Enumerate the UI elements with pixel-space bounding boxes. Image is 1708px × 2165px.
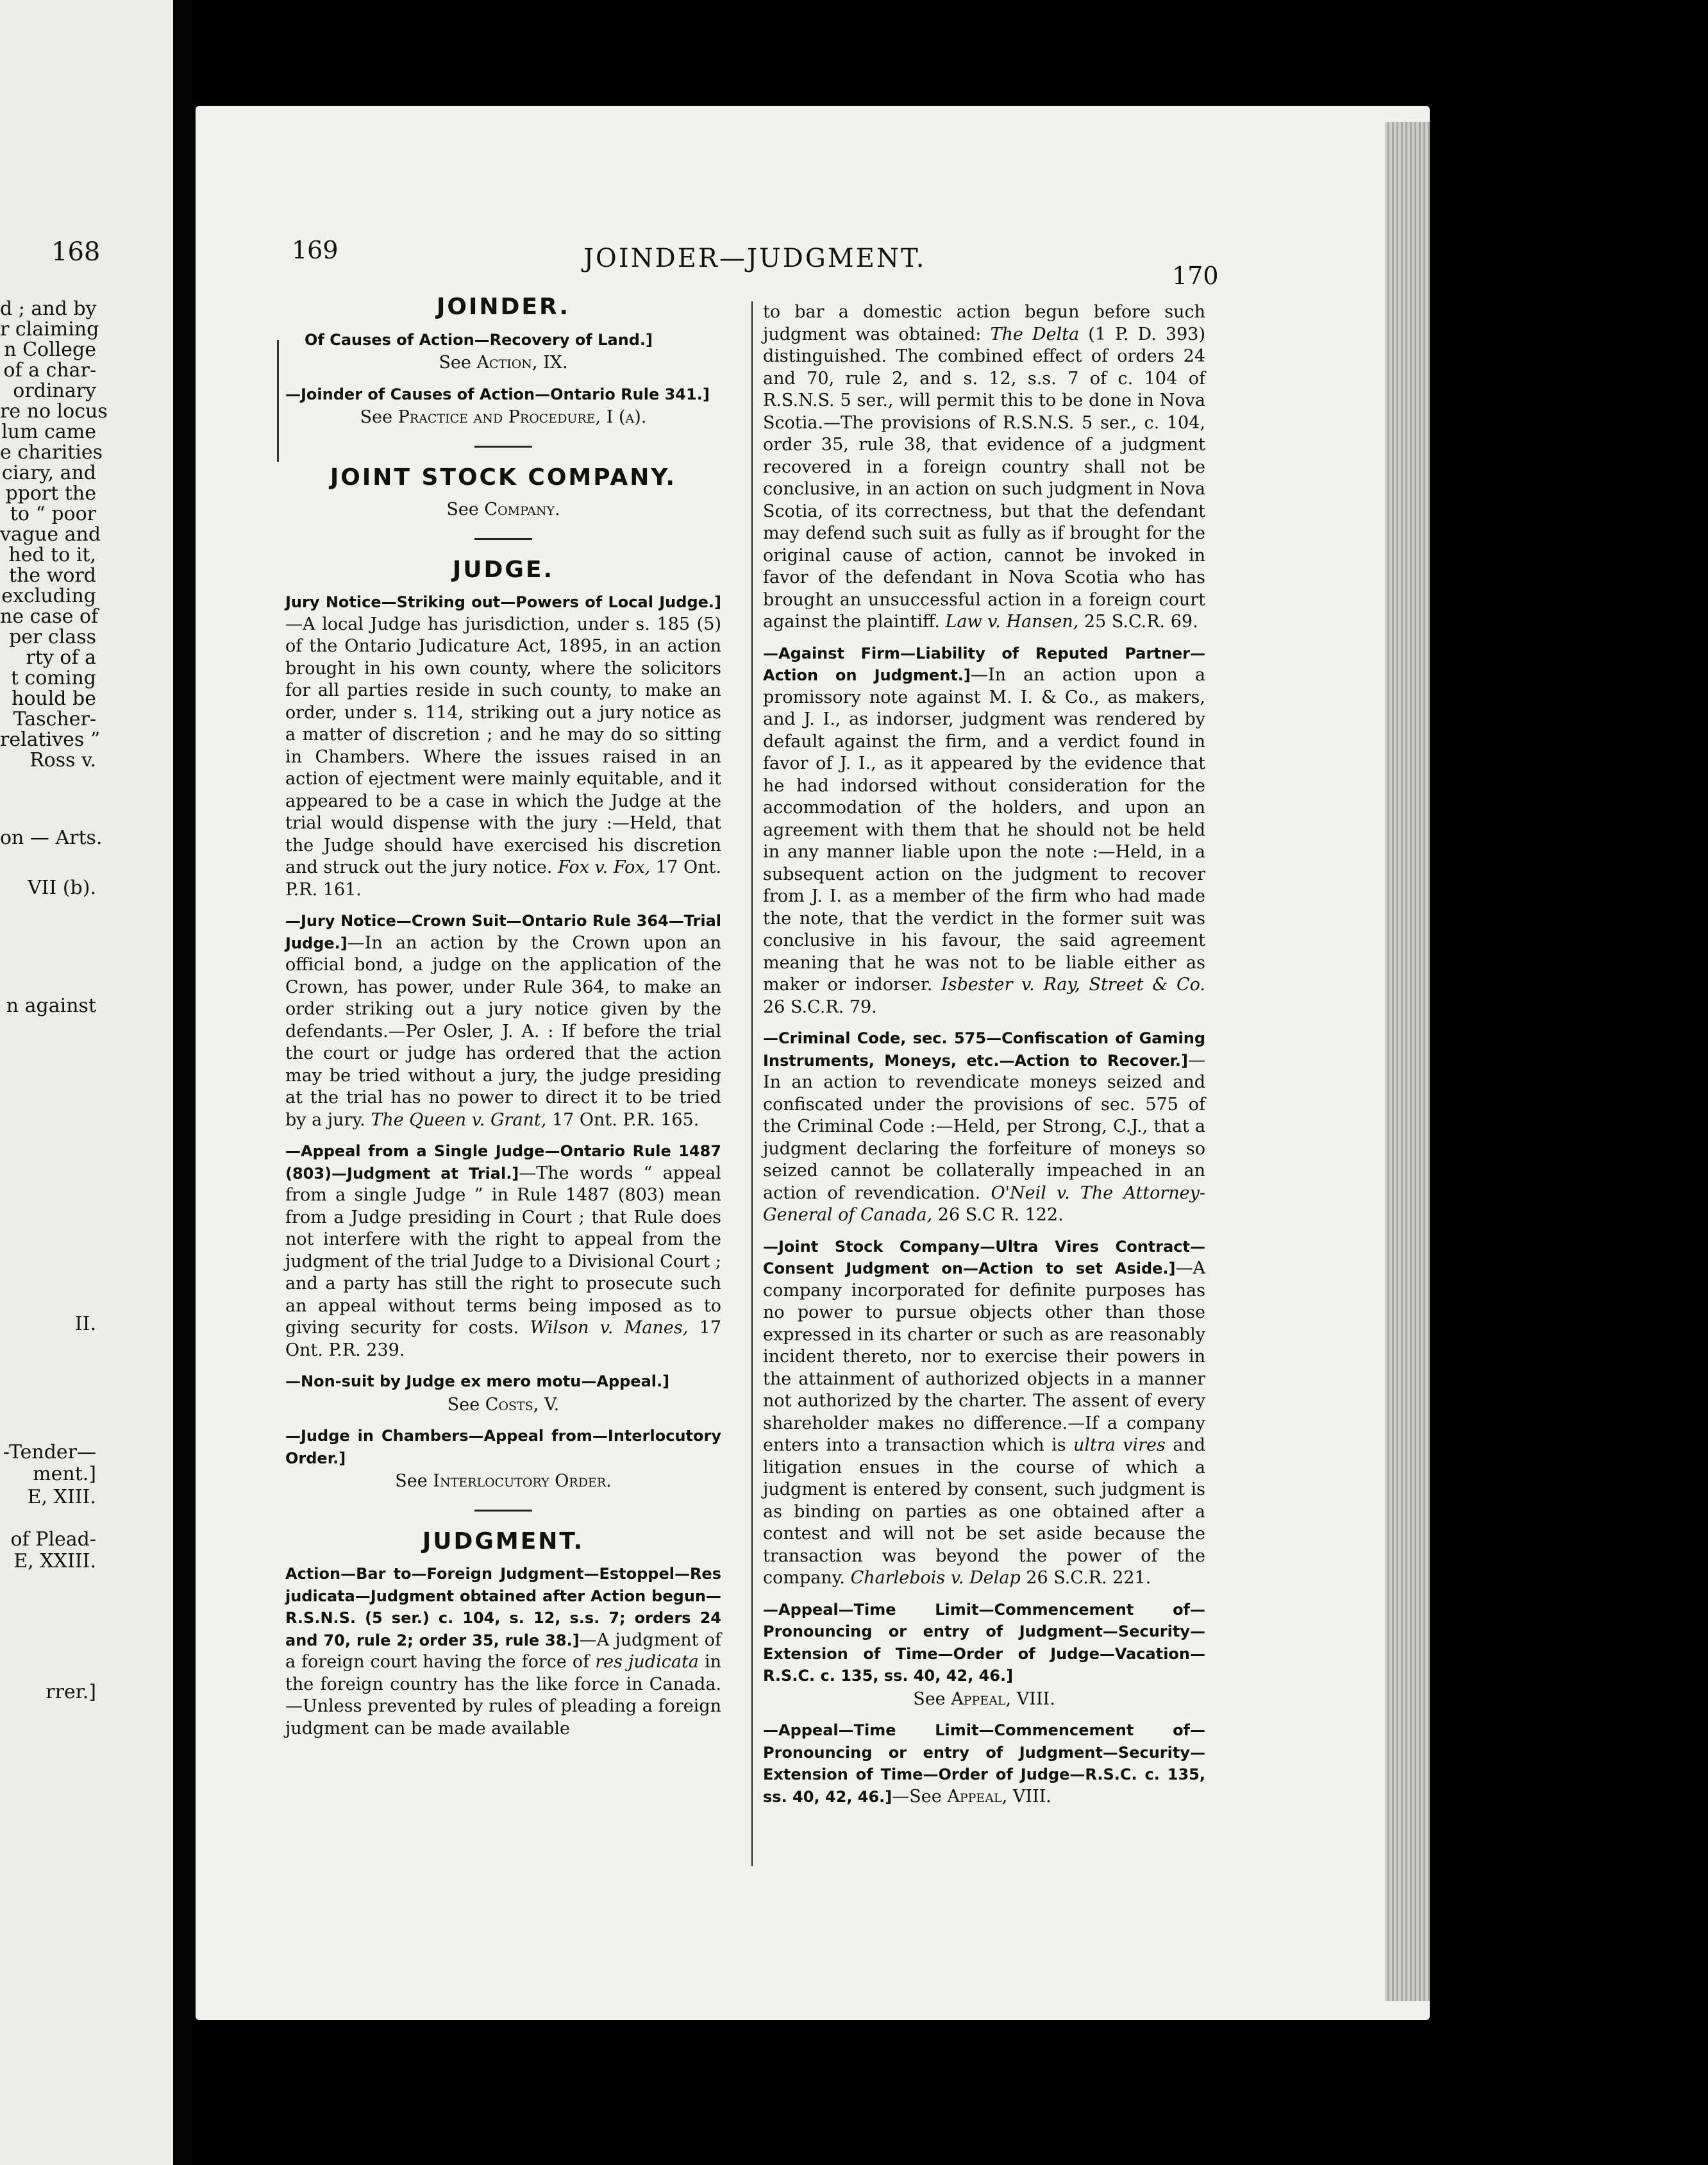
section-title-joinder: JOINDER. <box>436 294 571 320</box>
entry-paragraph: —Appeal—Time Limit—Commencement of—Pronouncing or entry of Judgment—Security—Extension of Time—Order of Judge—R.S.C. c. 135, ss. 40, 42, 46.]—See Appeal, VIII. <box>763 1721 1205 1807</box>
left-page-fragment <box>0 0 173 2165</box>
left-page-line: of a char- <box>3 359 96 382</box>
left-page-line: re no locus <box>0 400 108 423</box>
entry-paragraph: Jury Notice—Striking out—Powers of Local Judge.]—A local Judge has jurisdiction, under s. 185 (5) of the Ontario Judicature Act, 1895, in an action brought in his own county, where the solicitors for all parties reside in such county, to make an order, under s. 114, striking out a jury notice as a matter of discretion ; and he may do so sitting in Chambers. Where the issues raised in an action of ejectment were mainly equitable, and it appeared to be a case in which the Judge at the trial would dispense with the jury :—Held, that the Judge should have exercised his discretion and struck out the jury notice. Fox v. Fox, 17 Ont. P.R. 161. <box>285 593 721 900</box>
margin-bar <box>277 340 279 462</box>
left-page-line: t coming <box>10 667 96 689</box>
entry-head: —Appeal—Time Limit—Commencement of—Pronouncing or entry of Judgment—Security—Extension of Time—Order of Judge—Vacation—R.S.C. c. 135, ss. 40, 42, 46.] <box>763 1600 1205 1685</box>
left-page-line: E, XXIII. <box>13 1550 96 1572</box>
page-edges <box>1385 122 1430 2001</box>
left-page-line: the word <box>9 564 96 587</box>
left-page-line: to “ poor <box>10 503 96 525</box>
left-page-line: ciary, and <box>1 462 96 484</box>
entry-paragraph: —Appeal from a Single Judge—Ontario Rule 1487 (803)—Judgment at Trial.]—The words “ appeal from a single Judge ” in Rule 1487 (803) mean from a Judge presiding in Court ; that Rule does not interfere with the right to appeal from the judgment of the trial Judge to a Divisional Court ; and a party has still the right to prosecute such an appeal without terms being imposed as to giving security for costs. Wilson v. Manes, 17 Ont. P.R. 239. <box>285 1142 722 1360</box>
section-title-judgment: JUDGMENT. <box>422 1528 585 1554</box>
left-page-line: of Plead- <box>10 1528 96 1551</box>
entry-paragraph: —Against Firm—Liability of Reputed Partner—Action on Judgment.]—In an action upon a promissory note against M. I. & Co., as makers, and J. I., as indorser, judgment was rendered by default against the firm, and a verdict found in favor of J. I., as it appeared by the evidence that he had indorsed without consideration for the accommodation of the holders, and upon an agreement with them that he should not be held in any manner liable upon the note :—Held, in a subsequent action on the judgment to recover from J. I. as a member of the firm who had made the note, that the verdict in the former suit was conclusive in his favour, the said agreement meaning that he was not to be liable either as maker or indorser. Isbester v. Ray, Street & Co. 26 S.C.R. 79. <box>763 644 1205 1017</box>
separator <box>474 538 532 540</box>
see-reference: See Appeal, VIII. <box>913 1689 1055 1709</box>
left-page-line: relatives ” <box>0 729 101 751</box>
entry-paragraph: Action—Bar to—Foreign Judgment—Estoppel—Res judicata—Judgment obtained after Action begun—R.S.N.S. (5 ser.) c. 104, s. 12, s.s. 7; orders 24 and 70, rule 2; order 35, rule 38.]—A judgment of a foreign court having the force of res judicata in the foreign country has the like force in Canada.—Unless prevented by rules of pleading a foreign judgment can be made available <box>285 1565 721 1739</box>
left-page-line: r claiming <box>0 318 99 341</box>
left-page-line: n against <box>6 995 96 1017</box>
see-reference: See Interlocutory Order. <box>395 1471 612 1491</box>
left-page-line: ment.] <box>33 1463 96 1485</box>
left-page-line: E, XIII. <box>27 1486 96 1508</box>
left-page-line: ordinary <box>13 380 96 402</box>
left-page-line: rrer.] <box>46 1681 96 1703</box>
left-page-line: hed to it, <box>8 544 96 566</box>
page-number-right: 170 <box>1172 262 1219 290</box>
left-page-line: n College <box>4 339 96 361</box>
book-gutter <box>173 0 192 2165</box>
left-page-line: hould be <box>12 687 96 710</box>
page-number-left: 169 <box>292 236 339 264</box>
left-page-line: II. <box>74 1313 96 1335</box>
left-page-line: per class <box>9 626 96 648</box>
left-page-line: vague and <box>0 523 101 546</box>
left-page-line: d ; and by <box>0 298 97 320</box>
entry-head: —Non-suit by Judge ex mero motu—Appeal.] <box>285 1372 670 1390</box>
left-page-line: e charities <box>0 441 103 464</box>
entry-paragraph: —Criminal Code, sec. 575—Confiscation of Gaming Instruments, Moneys, etc.—Action to Recover.]—In an action to revendicate moneys seized and confiscated under the provisions of sec. 575 of the Criminal Code :—Held, per Strong, C.J., that a judgment declaring the forfeiture of moneys so seized cannot be collaterally impeached in an action of revendication. O'Neil v. The Attorney-General of Canada, 26 S.C R. 122. <box>763 1029 1205 1225</box>
entry-paragraph: —Jury Notice—Crown Suit—Ontario Rule 364—Trial Judge.]—In an action by the Crown upon an official bond, a judge on the application of the Crown, has power, under Rule 364, to make an order striking out a jury notice given by the defendants.—Per Osler, J. A. : If before the trial the court or judge has ordered that the action may be tried without a jury, the judge presiding at the trial has no power to direct it to be tried by a jury. The Queen v. Grant, 17 Ont. P.R. 165. <box>285 912 721 1130</box>
left-page-line: VII (b). <box>27 877 96 899</box>
left-page-line: -Tender— <box>3 1441 96 1463</box>
left-page-line: rty of a <box>26 646 96 669</box>
entry-head: Of Causes of Action—Recovery of Land.] <box>305 330 653 349</box>
separator <box>474 446 532 448</box>
see-reference: See Practice and Procedure, I (a). <box>360 407 647 427</box>
column-right <box>763 301 1205 1817</box>
entry-head: —Joinder of Causes of Action—Ontario Rule 341.] <box>285 385 710 403</box>
see-reference: See Action, IX. <box>439 353 568 373</box>
left-page-line: pport the <box>5 482 96 505</box>
column-rule <box>751 301 753 1866</box>
see-reference: See Costs, V. <box>447 1394 560 1415</box>
running-head: JOINDER—JUDGMENT. <box>583 244 926 273</box>
column-left <box>285 290 721 1749</box>
entry-paragraph: to bar a domestic action begun before such judgment was obtained: The Delta (1 P. D. 393) distinguished. The combined effect of orders 24 and 70, rule 2, and s. 12, s.s. 7 of c. 104 of R.S.N.S. 5 ser., will permit this to be done in Nova Scotia.—The provisions of R.S.N.S. 5 ser., c. 104, order 35, rule 38, that evidence of a judgment recovered in a foreign country shall not be conclusive, in an action on such judgment in Nova Scotia, of its correctness, but that the defendant may defend such suit as fully as if brought for the original cause of action, cannot be invoked in favor of the defendant in Nova Scotia who has brought an unsuccessful action in a foreign court against the plaintiff. Law v. Hansen, 25 S.C.R. 69. <box>763 302 1205 632</box>
separator <box>474 1510 532 1512</box>
left-page-line: Ross v. <box>29 749 96 771</box>
left-page-line: lum came <box>1 421 96 443</box>
section-title-judge: JUDGE. <box>452 556 555 583</box>
left-page-line: ne case of <box>0 605 99 628</box>
left-page-number: 168 <box>51 237 101 267</box>
see-reference: See Company. <box>446 500 560 519</box>
section-title-joint-stock-company: JOINT STOCK COMPANY. <box>330 464 677 491</box>
left-page-line: on — Arts. <box>0 827 103 849</box>
entry-head: —Judge in Chambers—Appeal from—Interlocutory Order.] <box>285 1427 721 1467</box>
left-page-line: excluding <box>1 585 96 607</box>
entry-paragraph: —Joint Stock Company—Ultra Vires Contract—Consent Judgment on—Action to set Aside.]—A company incorporated for definite purposes has no power to pursue objects other than those expressed in its charter or such as are reasonably incident thereto, nor to exercise their powers in the attainment of authorized objects in a manner not authorized by the charter. The assent of every shareholder makes no difference.—If a company enters into a transaction which is ultra vires and litigation ensues in the course of which a judgment is entered by consent, such judgment is as binding on parties as one obtained after a contest and will not be set aside because the transaction was beyond the power of the company. Charlebois v. Delap 26 S.C.R. 221. <box>763 1237 1205 1588</box>
left-page-line: Tascher- <box>13 708 96 730</box>
